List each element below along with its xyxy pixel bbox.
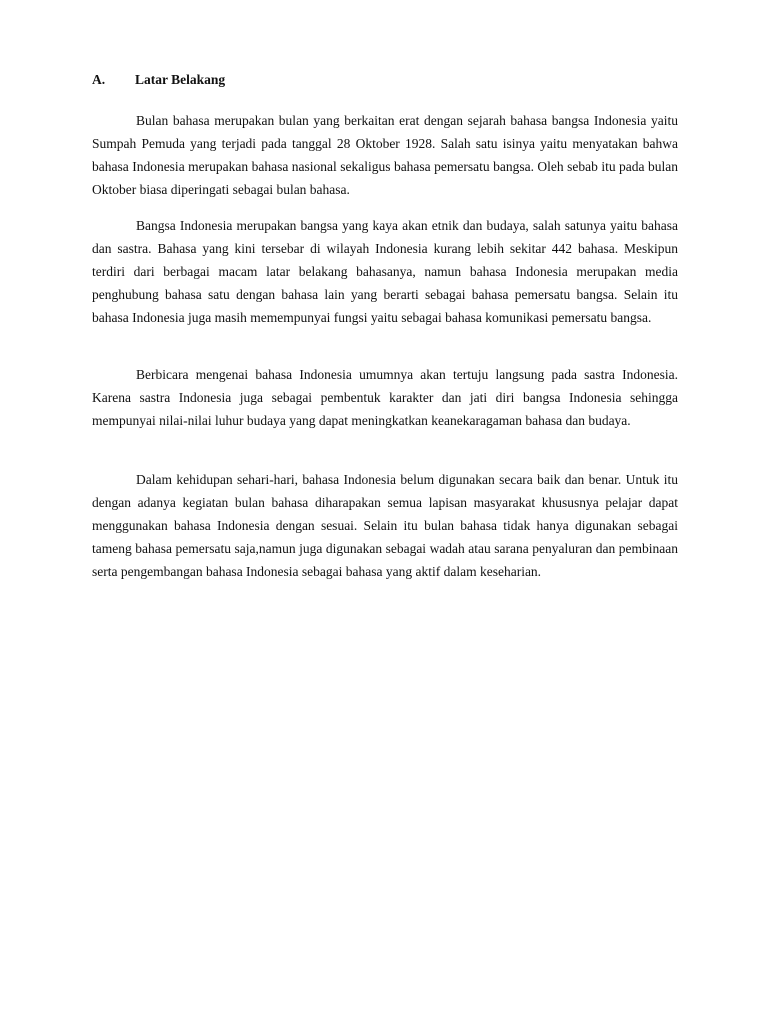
section-number: A. [92, 72, 106, 87]
paragraph: Dalam kehidupan sehari-hari, bahasa Indonesia belum digunakan secara baik dan benar. Untuk itu dengan adanya kegiatan bulan bahasa diharapakan semua lapisan masyarakat khususnya pelajar dapat menggunakan bahasa Indonesia dengan sesuai. Selain itu bulan bahasa tidak hanya digunakan sebagai tameng bahasa pemersatu saja,namun juga digunakan sebagai wadah atau sarana penyaluran dan pembinaan serta pengembangan bahasa Indonesia sebagai bahasa yang aktif dalam keseharian. [92, 472, 678, 579]
section-title: Latar Belakang [135, 72, 226, 87]
paragraph: Berbicara mengenai bahasa Indonesia umumnya akan tertuju langsung pada sastra Indonesia. Karena sastra Indonesia juga sebagai pembentuk karakter dan jati diri bangsa Indonesia sehingga mempunyai nilai-nilai luhur budaya yang dapat meningkatkan keanekaragaman bahasa dan budaya. [92, 367, 678, 428]
paragraph: Bangsa Indonesia merupakan bangsa yang kaya akan etnik dan budaya, salah satunya yaitu bahasa dan sastra. Bahasa yang kini tersebar di wilayah Indonesia kurang lebih sekitar 442 bahasa. Meskipun terdiri dari berbagai macam latar belakang bahasanya, namun bahasa Indonesia merupakan media penghubung bahasa satu dengan bahasa lain yang berarti sebagai bahasa pemersatu bangsa. Selain itu bahasa Indonesia juga masih memempunyai fungsi yaitu sebagai bahasa komunikasi pemersatu bangsa. [92, 218, 678, 325]
paragraph: Bulan bahasa merupakan bulan yang berkaitan erat dengan sejarah bahasa bangsa Indonesia yaitu Sumpah Pemuda yang terjadi pada tanggal 28 Oktober 1928. Salah satu isinya yaitu menyatakan bahwa bahasa Indonesia merupakan bahasa nasional sekaligus bahasa pemersatu bangsa. Oleh sebab itu pada bulan Oktober biasa diperingati sebagai bulan bahasa. [92, 113, 678, 197]
section-heading [92, 70, 225, 90]
